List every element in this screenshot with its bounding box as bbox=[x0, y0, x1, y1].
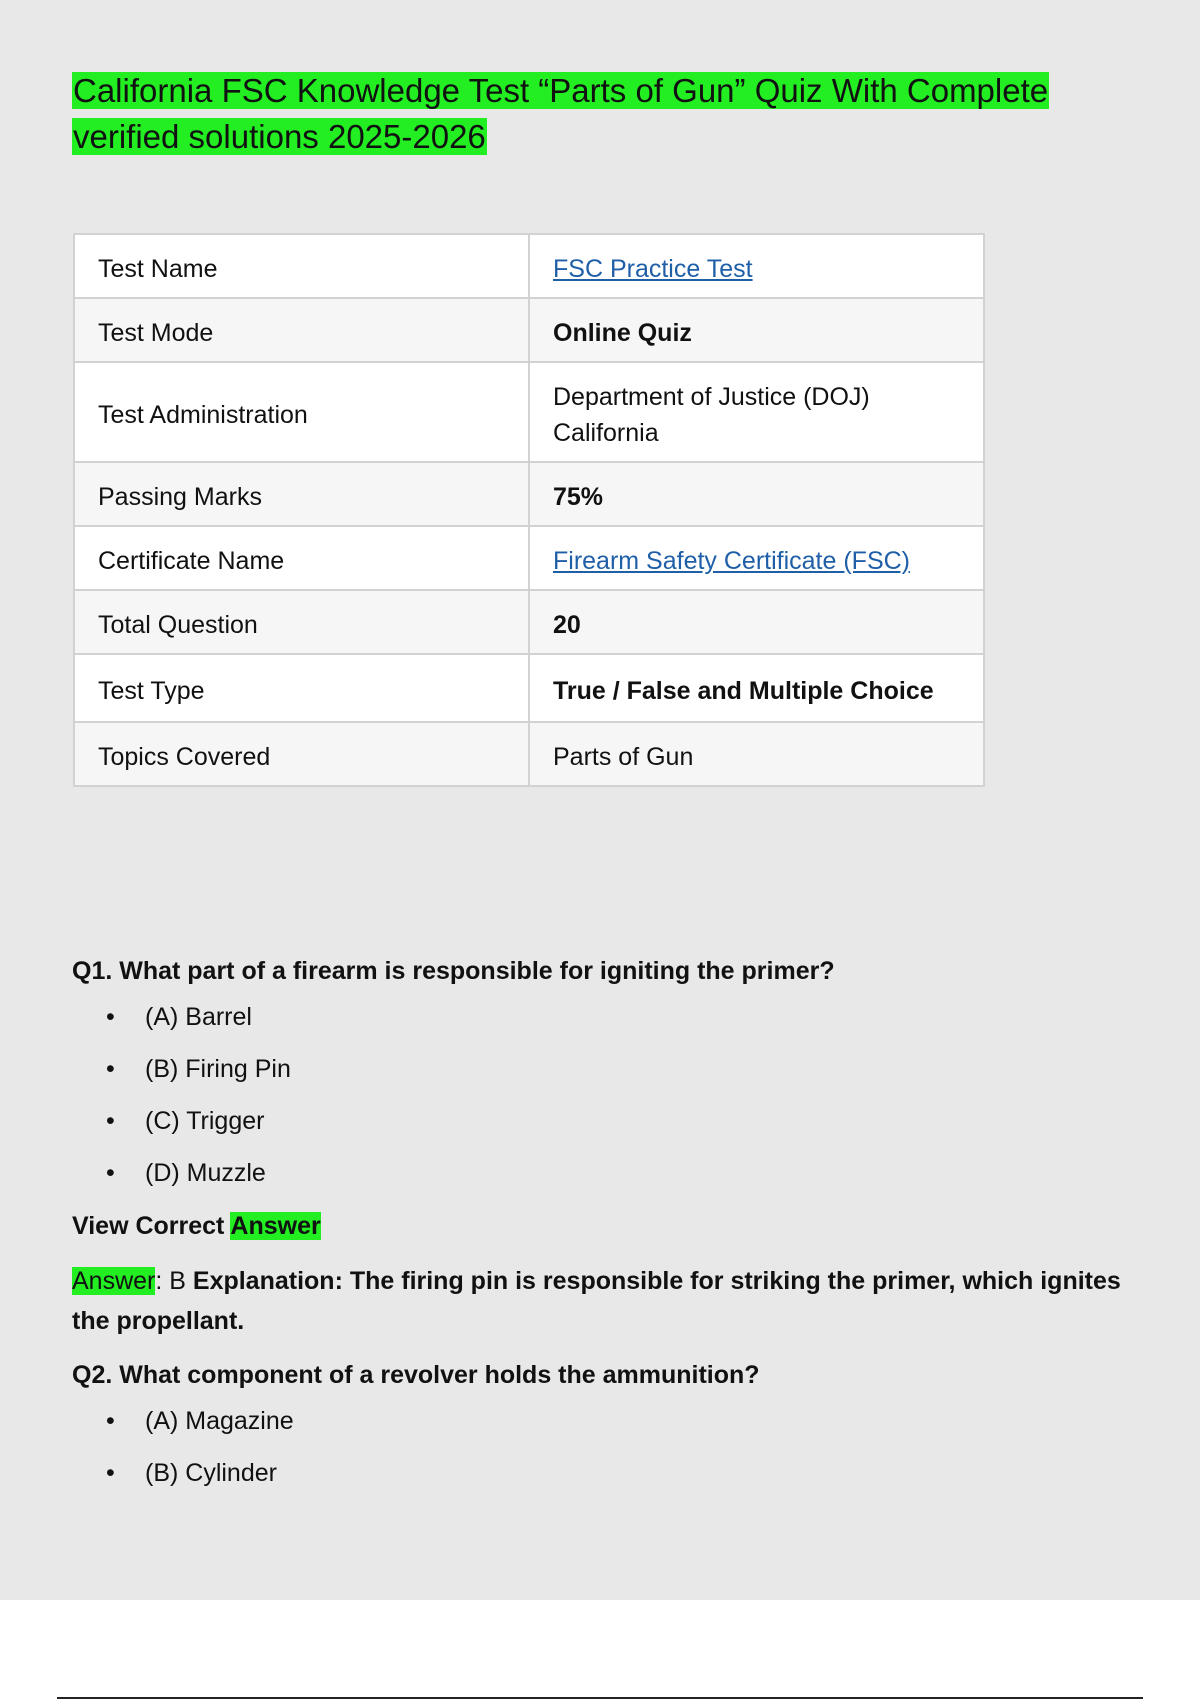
title-highlight: California FSC Knowledge Test “Parts of Gun” Quiz With Complete verified solutions 2025-2026 bbox=[73, 72, 1049, 155]
row-label: Certificate Name bbox=[74, 526, 529, 590]
option-text: (A) Magazine bbox=[145, 1407, 294, 1435]
option-item bbox=[72, 1455, 1152, 1491]
option-text: (D) Muzzle bbox=[145, 1159, 266, 1187]
row-label: Test Type bbox=[74, 654, 529, 722]
table-row bbox=[74, 462, 984, 526]
row-label: Test Administration bbox=[74, 362, 529, 462]
option-item bbox=[72, 1155, 1152, 1191]
bullet-icon: • bbox=[106, 1055, 115, 1083]
bullet-icon: • bbox=[106, 1459, 115, 1487]
table-row bbox=[74, 590, 984, 654]
document-title bbox=[72, 68, 1112, 160]
option-text: (C) Trigger bbox=[145, 1107, 265, 1135]
row-label: Total Question bbox=[74, 590, 529, 654]
view-correct-answer[interactable] bbox=[72, 1207, 1152, 1245]
answer-label: Answer bbox=[72, 1267, 156, 1295]
table-row bbox=[74, 234, 984, 298]
question-2-options bbox=[72, 1403, 1152, 1491]
fsc-practice-test-link[interactable]: FSC Practice Test bbox=[553, 255, 753, 283]
row-value: 75% bbox=[529, 462, 984, 526]
row-value: 20 bbox=[529, 590, 984, 654]
answer-value: : B bbox=[155, 1267, 193, 1295]
view-answer-prefix: View Correct bbox=[72, 1212, 231, 1240]
bullet-icon: • bbox=[106, 1407, 115, 1435]
option-text: (B) Cylinder bbox=[145, 1459, 277, 1487]
table-row bbox=[74, 298, 984, 362]
row-label: Test Mode bbox=[74, 298, 529, 362]
row-label: Test Name bbox=[74, 234, 529, 298]
row-value: Department of Justice (DOJ) California bbox=[529, 362, 984, 462]
question-2: Q2. What component of a revolver holds the ammunition? bbox=[72, 1361, 760, 1389]
question-1: Q1. What part of a firearm is responsible for igniting the primer? bbox=[72, 957, 835, 985]
option-text: (A) Barrel bbox=[145, 1003, 252, 1031]
option-item bbox=[72, 1051, 1152, 1087]
answer-1 bbox=[72, 1261, 1152, 1341]
option-item bbox=[72, 1403, 1152, 1439]
row-value: True / False and Multiple Choice bbox=[529, 654, 984, 722]
table-row bbox=[74, 362, 984, 462]
option-item bbox=[72, 1103, 1152, 1139]
answer-explanation: Explanation: The firing pin is responsible for striking the primer, which ignites the propellant. bbox=[72, 1267, 1121, 1335]
table-row bbox=[74, 526, 984, 590]
table-row bbox=[74, 722, 984, 786]
bullet-icon: • bbox=[106, 1003, 115, 1031]
quiz-content bbox=[72, 953, 1152, 1507]
test-info-table bbox=[73, 233, 985, 787]
row-value: Parts of Gun bbox=[529, 722, 984, 786]
table-row bbox=[74, 654, 984, 722]
option-text: (B) Firing Pin bbox=[145, 1055, 291, 1083]
view-answer-highlight: Answer bbox=[230, 1212, 321, 1240]
row-value: Online Quiz bbox=[529, 298, 984, 362]
row-value bbox=[529, 526, 984, 590]
row-label: Passing Marks bbox=[74, 462, 529, 526]
footer-rule bbox=[57, 1697, 1143, 1699]
firearm-safety-certificate-link[interactable]: Firearm Safety Certificate (FSC) bbox=[553, 547, 911, 575]
question-1-options bbox=[72, 999, 1152, 1191]
row-label: Topics Covered bbox=[74, 722, 529, 786]
bullet-icon: • bbox=[106, 1107, 115, 1135]
bullet-icon: • bbox=[106, 1159, 115, 1187]
option-item bbox=[72, 999, 1152, 1035]
row-value bbox=[529, 234, 984, 298]
